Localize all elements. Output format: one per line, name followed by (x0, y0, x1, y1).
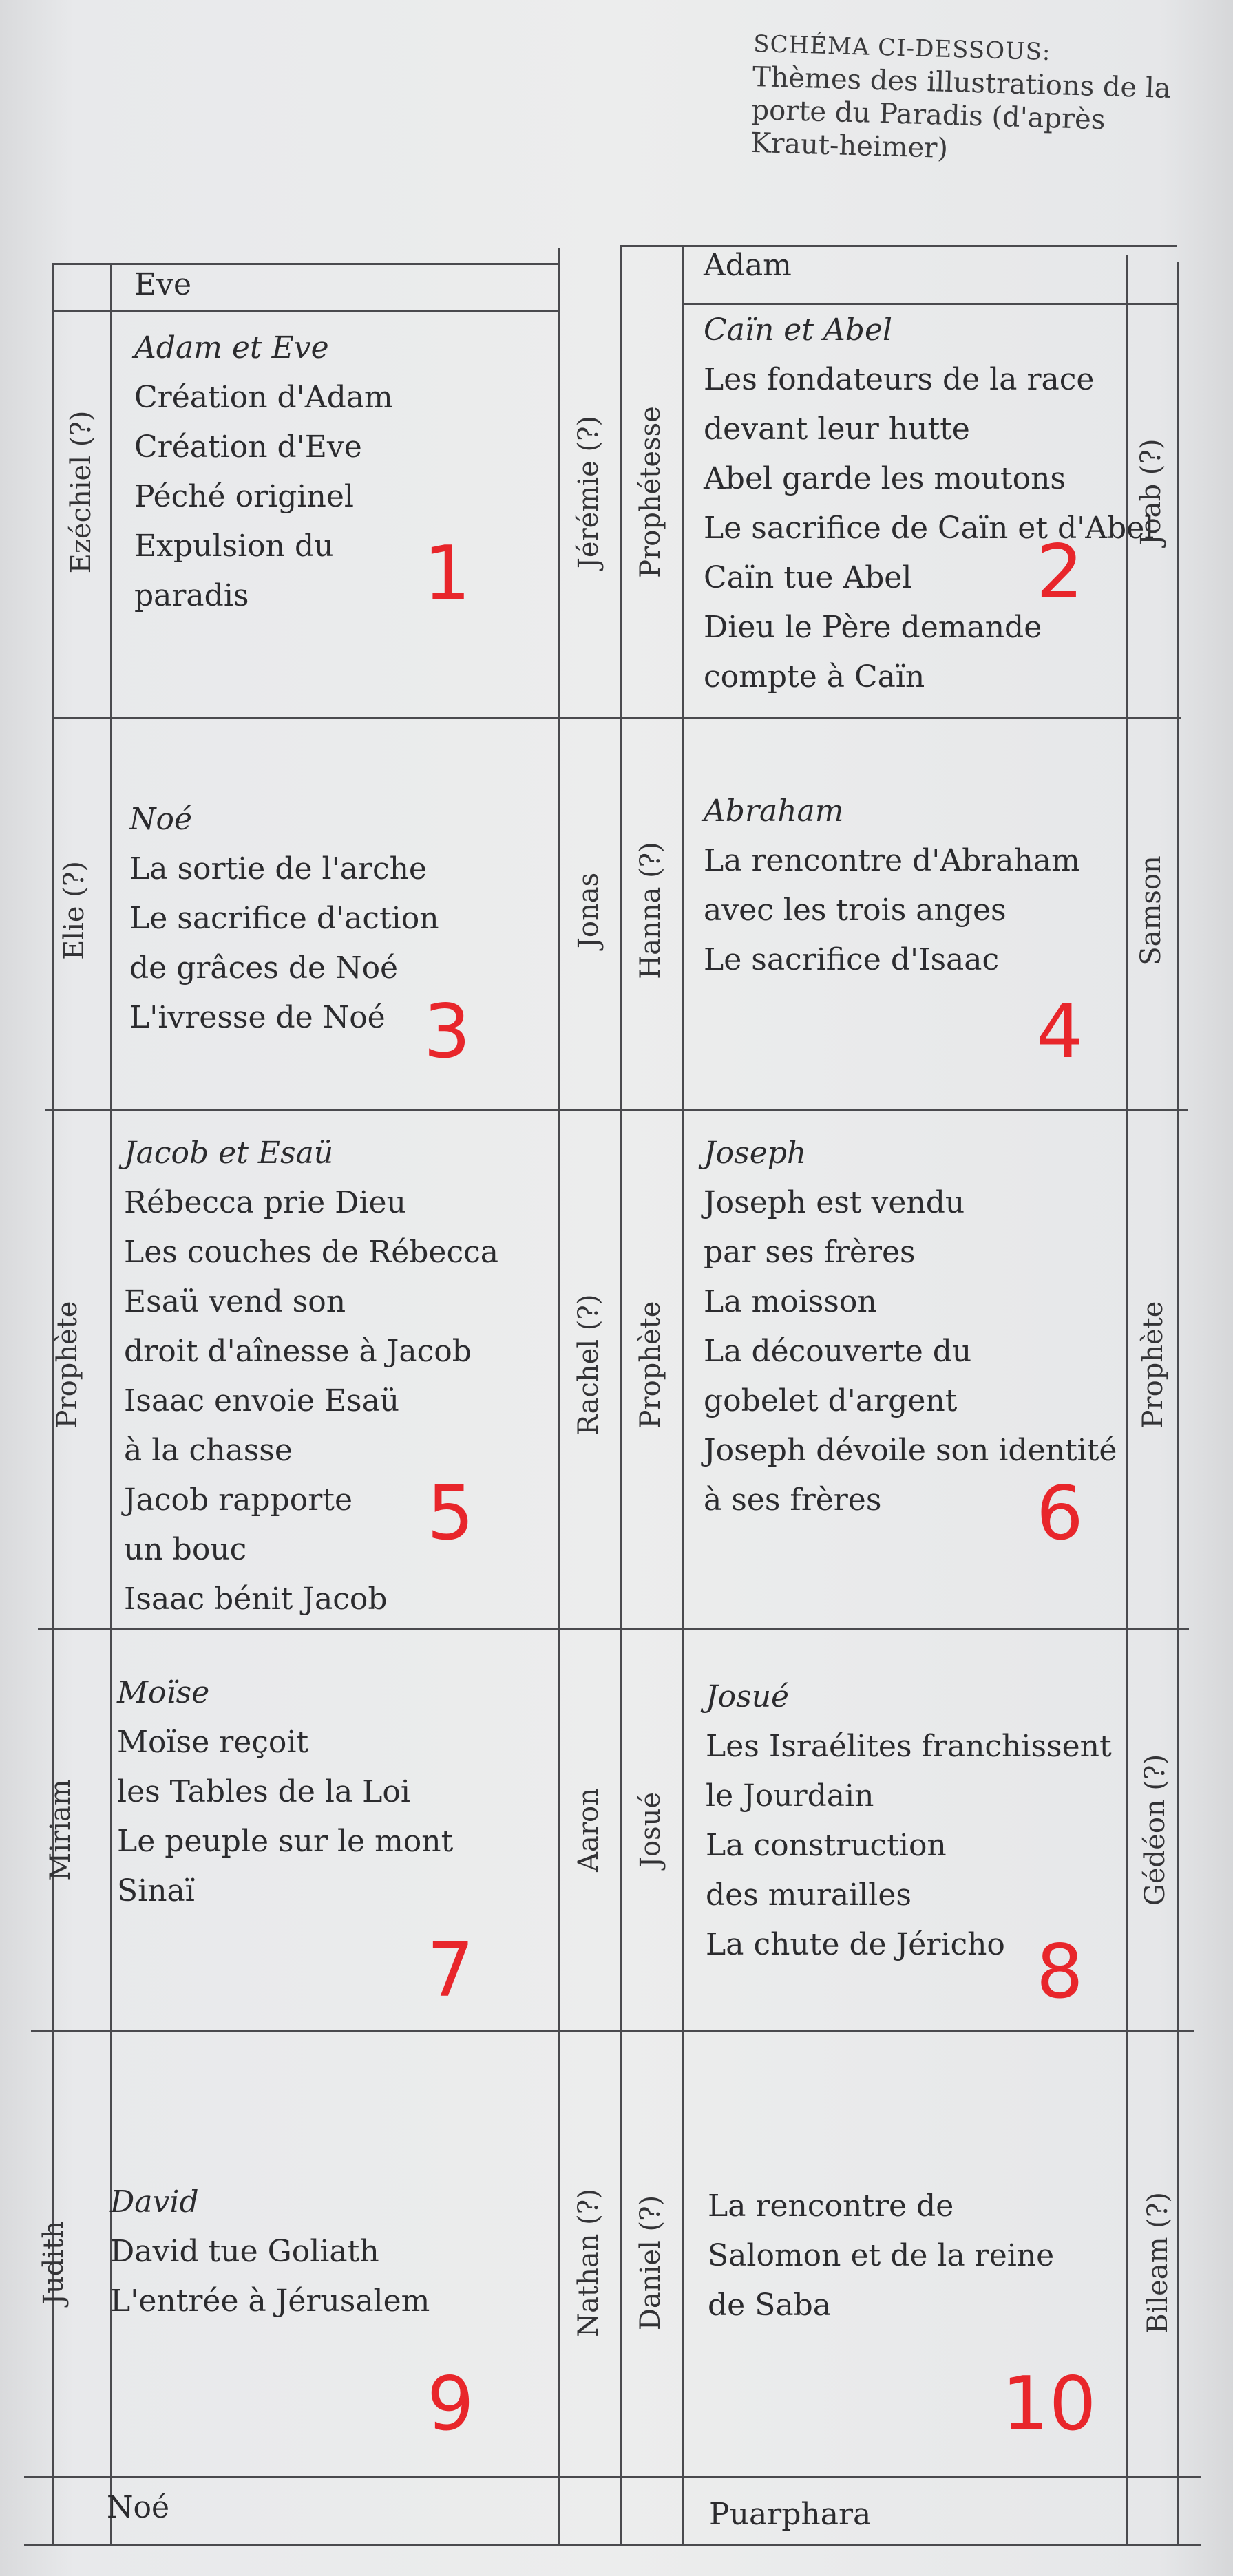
panel-9 (110, 2178, 430, 2326)
panel-title: Caïn et Abel (704, 312, 893, 348)
side-label-left: Judith (38, 2220, 70, 2306)
panel-title: Noé (129, 802, 193, 837)
side-label-right: Bileam (?) (1142, 2192, 1174, 2334)
table-line (52, 310, 558, 312)
panel-item: gobelet d'argent (704, 1383, 958, 1418)
panel-item: compte à Caïn (704, 659, 925, 694)
panel-item: Les Israélites franchissent (706, 1729, 1112, 1764)
panel-item: Les fondateurs de la race (704, 362, 1095, 397)
panel-number: 1 (423, 531, 471, 617)
panel-item: La sortie de l'arche (129, 851, 427, 886)
side-label-mid-left: Rachel (?) (573, 1294, 604, 1436)
panel-item: Le sacrifice d'Isaac (704, 942, 1000, 977)
panel-item: Les couches de Rébecca (124, 1235, 498, 1270)
side-label-left: Ezéchiel (?) (65, 410, 97, 574)
top-label-right: Adam (704, 248, 792, 283)
panel-item: Rébecca prie Dieu (124, 1185, 406, 1220)
table-line (1177, 262, 1179, 2544)
panel-number: 9 (427, 2361, 474, 2447)
panel-number: 8 (1036, 1929, 1084, 2015)
panel-item: un bouc (124, 1532, 247, 1567)
panel-item: le Jourdain (706, 1778, 874, 1813)
panel-title: David (110, 2184, 199, 2220)
table-line (24, 2544, 1201, 2546)
side-label-mid-right: Prophète (635, 1301, 666, 1429)
panel-title: Jacob et Esaü (124, 1136, 334, 1171)
panel-item: La chute de Jéricho (706, 1927, 1005, 1962)
side-label-right: Joab (?) (1135, 438, 1167, 546)
panel-item: Joseph est vendu (704, 1185, 965, 1220)
side-label-right: Gédéon (?) (1139, 1754, 1171, 1906)
panel-item: Abel garde les moutons (704, 461, 1066, 496)
panel-item: de grâces de Noé (129, 950, 399, 986)
panel-item: La rencontre de (708, 2189, 954, 2224)
panel-item: à ses frères (704, 1482, 882, 1518)
panel-item: Caïn tue Abel (704, 560, 912, 595)
table-line (45, 1109, 1188, 1111)
table-line (31, 2030, 1194, 2032)
table-line (682, 245, 684, 2544)
table-line (558, 248, 560, 2544)
panel-number: 10 (1002, 2361, 1097, 2447)
panel-item: La construction (706, 1828, 947, 1863)
table-line (620, 245, 622, 2544)
panel-item: La moisson (704, 1284, 877, 1319)
panel-7 (117, 1668, 453, 1916)
panel-item: Joseph dévoile son identité (704, 1433, 1117, 1468)
table-line (24, 2476, 1201, 2478)
panel-item: Péché originel (134, 479, 354, 514)
panel-item: devant leur hutte (704, 412, 970, 447)
top-label-left: Eve (134, 267, 192, 302)
panel-title: Moïse (117, 1675, 210, 1710)
panel-item: paradis (134, 578, 249, 613)
table-line (620, 245, 1177, 247)
table-line (682, 303, 1177, 305)
side-label-right: Prophète (1137, 1301, 1169, 1429)
side-label-mid-left: Aaron (573, 1788, 604, 1872)
bottom-label-right: Puarphara (709, 2497, 872, 2532)
panel-item: Moïse reçoit (117, 1725, 309, 1760)
panel-title: Adam et Eve (134, 330, 329, 365)
panel-10 (708, 2182, 1054, 2330)
panel-1 (134, 323, 393, 621)
panel-item: Sinaï (117, 1873, 195, 1908)
side-label-mid-left: Jonas (573, 872, 604, 949)
panel-title: Joseph (704, 1136, 807, 1171)
panel-item: les Tables de la Loi (117, 1774, 410, 1809)
side-label-mid-right: Josué (635, 1791, 666, 1869)
side-label-mid-left: Jérémie (?) (573, 415, 604, 569)
side-label-mid-right: Hanna (?) (635, 842, 666, 979)
panel-item: Isaac envoie Esaü (124, 1383, 400, 1418)
panel-number: 6 (1036, 1471, 1084, 1557)
panel-item: Le peuple sur le mont (117, 1824, 454, 1859)
panel-3 (129, 795, 439, 1043)
side-label-right: Samson (1135, 855, 1167, 966)
panel-item: Dieu le Père demande (704, 610, 1042, 645)
panel-item: Jacob rapporte (124, 1482, 352, 1518)
panel-item: L'ivresse de Noé (129, 1000, 386, 1035)
panel-item: La rencontre d'Abraham (704, 843, 1080, 878)
panel-item: droit d'aînesse à Jacob (124, 1334, 472, 1369)
panel-item: La découverte du (704, 1334, 972, 1369)
panel-6 (704, 1129, 1117, 1525)
side-label-left: Prophète (52, 1301, 83, 1429)
side-label-mid-right: Daniel (?) (635, 2195, 666, 2331)
side-label-left: Miriam (45, 1779, 76, 1881)
panel-title: Abraham (704, 794, 844, 829)
panel-number: 7 (427, 1928, 474, 2014)
table-line (52, 263, 558, 265)
panel-item: Salomon et de la reine (708, 2238, 1055, 2273)
panel-item: Le sacrifice de Caïn et d'Abel (704, 511, 1155, 546)
panel-number: 2 (1036, 529, 1084, 615)
panel-item: avec les trois anges (704, 893, 1007, 928)
panel-item: Expulsion du (134, 529, 334, 564)
table-line (52, 717, 1181, 719)
caption-body: Thèmes des illustrations de la porte du Paradis (d'après Kraut-heimer) (750, 61, 1172, 164)
panel-item: David tue Goliath (110, 2234, 379, 2269)
caption-heading: SCHÉMA CI-DESSOUS: (752, 30, 1051, 67)
panel-item: Esaü vend son (124, 1284, 346, 1319)
panel-item: par ses frères (704, 1235, 916, 1270)
panel-item: Création d'Eve (134, 429, 362, 465)
panel-item: de Saba (708, 2288, 831, 2323)
panel-number: 5 (427, 1471, 474, 1557)
panel-number: 4 (1036, 989, 1084, 1075)
panel-4 (704, 787, 1080, 985)
panel-title: Josué (706, 1679, 790, 1714)
panel-item: à la chasse (124, 1433, 293, 1468)
bottom-label-left: Noé (107, 2490, 170, 2525)
side-label-mid-left: Nathan (?) (573, 2189, 604, 2337)
panel-item: Isaac bénit Jacob (124, 1582, 388, 1617)
panel-item: des murailles (706, 1877, 911, 1913)
panel-8 (706, 1672, 1112, 1970)
panel-item: L'entrée à Jérusalem (110, 2284, 430, 2319)
panel-item: Le sacrifice d'action (129, 901, 439, 936)
panel-item: Création d'Adam (134, 380, 393, 415)
panel-number: 3 (423, 989, 471, 1075)
table-line (38, 1628, 1189, 1630)
panel-2 (704, 306, 1154, 702)
side-label-left: Elie (?) (59, 861, 90, 960)
side-label-mid-right: Prophétesse (635, 406, 666, 578)
